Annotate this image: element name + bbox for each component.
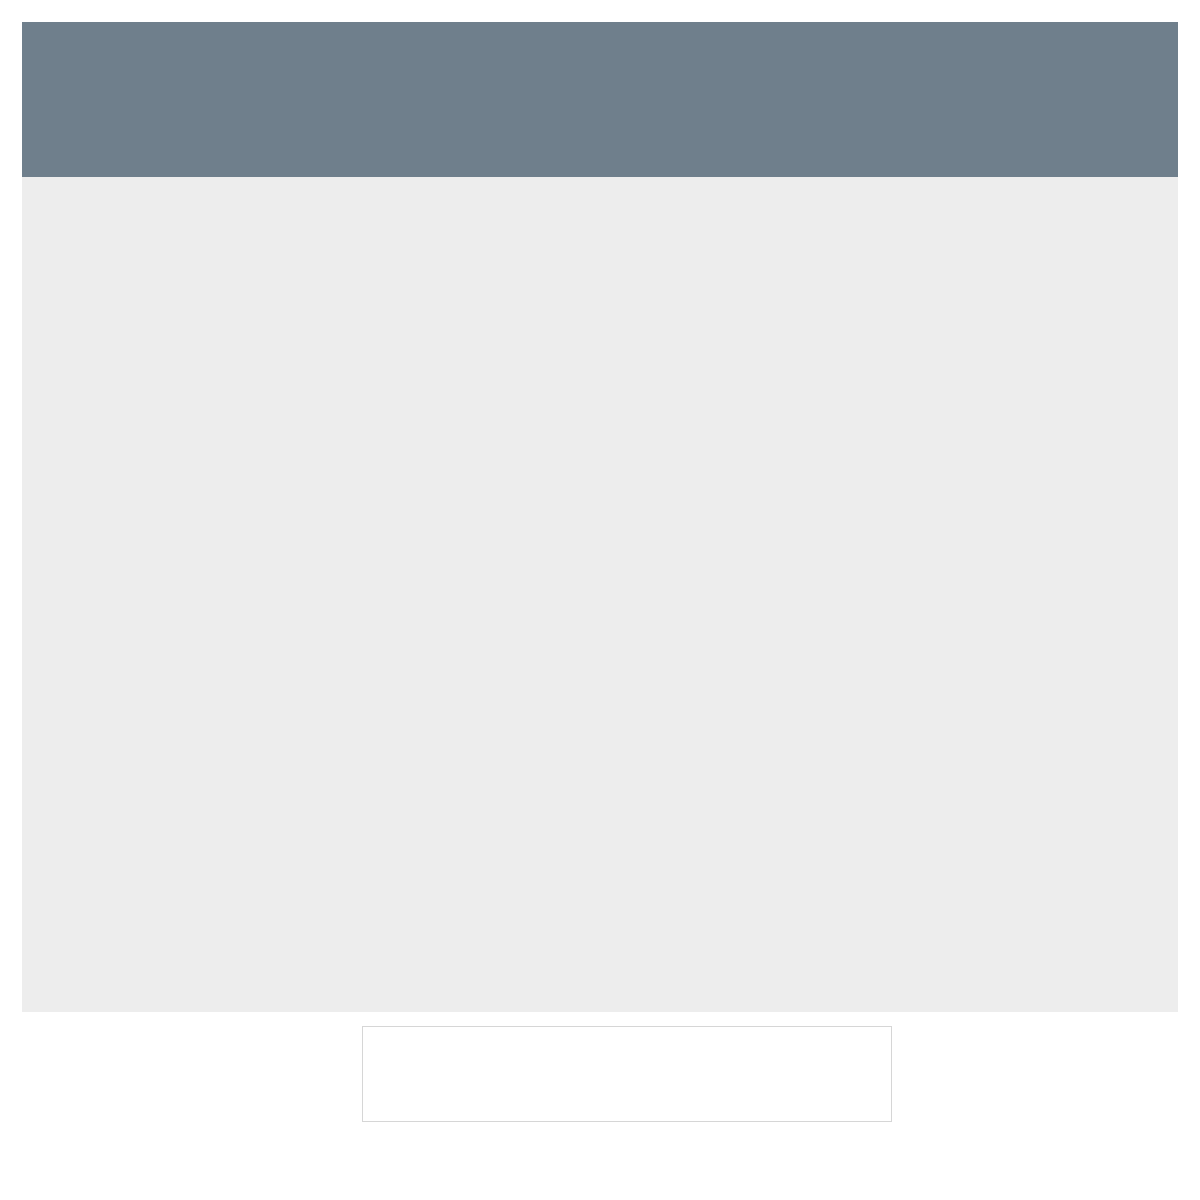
- notes-box[interactable]: [362, 1026, 892, 1122]
- current-month-block: [362, 1018, 892, 1122]
- mini-calendar-next: [862, 1022, 1122, 1031]
- mini-calendar-previous: [82, 1022, 342, 1031]
- calendar-header-row: [22, 22, 1178, 177]
- calendar-frame: [22, 22, 1178, 1178]
- calendar-footer: [22, 1012, 1178, 1178]
